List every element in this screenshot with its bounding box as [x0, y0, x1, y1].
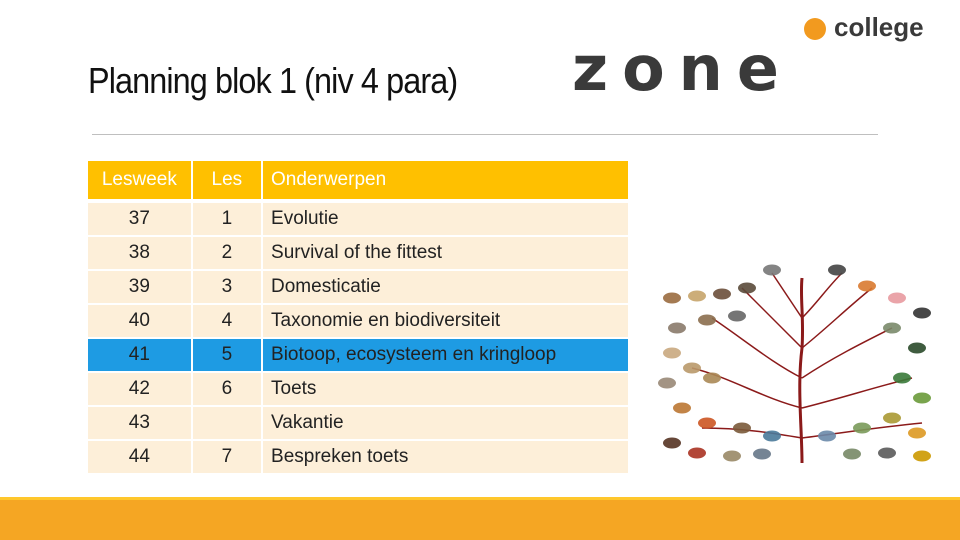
- animal-figure: [728, 311, 746, 322]
- animal-figure: [663, 438, 681, 449]
- animal-figure: [853, 423, 871, 434]
- table-row: [88, 304, 629, 338]
- table-row: [88, 338, 629, 372]
- cell-onderwerp: Taxonomie en biodiversiteit: [262, 304, 629, 338]
- animal-figure: [843, 449, 861, 460]
- cell-onderwerp: Survival of the fittest: [262, 236, 629, 270]
- zone-college-logo: [572, 12, 932, 105]
- footer-band: [0, 500, 960, 540]
- animal-figure: [658, 378, 676, 389]
- animal-figure: [763, 265, 781, 276]
- cell-lesweek: 43: [88, 406, 192, 440]
- table-header-row: [88, 161, 629, 201]
- cell-onderwerp: Toets: [262, 372, 629, 406]
- animal-figure: [878, 448, 896, 459]
- animal-figure: [818, 431, 836, 442]
- cell-lesweek: 39: [88, 270, 192, 304]
- animal-figure: [893, 373, 911, 384]
- animal-figure: [688, 291, 706, 302]
- cell-onderwerp: Bespreken toets: [262, 440, 629, 474]
- animal-figure: [888, 293, 906, 304]
- title-divider: [92, 134, 878, 135]
- animal-figure: [673, 403, 691, 414]
- logo-subtext: college: [834, 12, 924, 42]
- animal-figure: [663, 293, 681, 304]
- animal-figure: [883, 323, 901, 334]
- animal-figure: [828, 265, 846, 276]
- cell-onderwerp: Vakantie: [262, 406, 629, 440]
- table-row: [88, 440, 629, 474]
- cell-onderwerp: Biotoop, ecosysteem en kringloop: [262, 338, 629, 372]
- cell-lesweek: 40: [88, 304, 192, 338]
- tree-branch: [802, 328, 892, 378]
- cell-onderwerp: Domesticatie: [262, 270, 629, 304]
- animal-figure: [668, 323, 686, 334]
- cell-les: 6: [192, 372, 262, 406]
- header-les: Les: [192, 161, 262, 201]
- table-row: [88, 270, 629, 304]
- animal-figure: [703, 373, 721, 384]
- animal-figure: [753, 449, 771, 460]
- cell-lesweek: 42: [88, 372, 192, 406]
- logo-wordmark: zone: [572, 32, 793, 105]
- animal-figure: [663, 348, 681, 359]
- table-row: [88, 201, 629, 236]
- cell-lesweek: 38: [88, 236, 192, 270]
- cell-les: 1: [192, 201, 262, 236]
- tree-branch: [802, 378, 912, 408]
- animal-figure: [858, 281, 876, 292]
- header-lesweek: Lesweek: [88, 161, 192, 201]
- tree-trunk: [800, 278, 803, 463]
- animal-figure: [913, 451, 931, 462]
- cell-les: [192, 406, 262, 440]
- animal-figure: [688, 448, 706, 459]
- animal-figure: [763, 431, 781, 442]
- animal-figure: [698, 418, 716, 429]
- header-onderwerpen: Onderwerpen: [262, 161, 629, 201]
- tree-of-life-illustration: [652, 258, 944, 468]
- cell-les: 3: [192, 270, 262, 304]
- animal-figure: [713, 289, 731, 300]
- tree-branch: [772, 273, 802, 318]
- animal-figure: [683, 363, 701, 374]
- tree-branch: [712, 318, 802, 378]
- animal-figure: [723, 451, 741, 462]
- cell-onderwerp: Evolutie: [262, 201, 629, 236]
- tree-branch: [702, 428, 802, 438]
- animal-figure: [913, 393, 931, 404]
- tree-branch: [802, 288, 872, 348]
- animal-figure: [733, 423, 751, 434]
- animal-figure: [908, 428, 926, 439]
- table-row: [88, 372, 629, 406]
- planning-table: [88, 161, 630, 475]
- animal-figure: [738, 283, 756, 294]
- cell-lesweek: 44: [88, 440, 192, 474]
- logo-dot-icon: [804, 18, 826, 40]
- animal-figure: [883, 413, 901, 424]
- tree-branch: [742, 288, 802, 348]
- cell-les: 7: [192, 440, 262, 474]
- animal-figure: [698, 315, 716, 326]
- cell-lesweek: 41: [88, 338, 192, 372]
- animal-figure: [908, 343, 926, 354]
- cell-les: 4: [192, 304, 262, 338]
- table-row: [88, 236, 629, 270]
- cell-les: 5: [192, 338, 262, 372]
- page-title: Planning blok 1 (niv 4 para): [88, 60, 458, 101]
- cell-lesweek: 37: [88, 201, 192, 236]
- table-row: [88, 406, 629, 440]
- cell-les: 2: [192, 236, 262, 270]
- tree-branch: [802, 273, 842, 318]
- animal-figure: [913, 308, 931, 319]
